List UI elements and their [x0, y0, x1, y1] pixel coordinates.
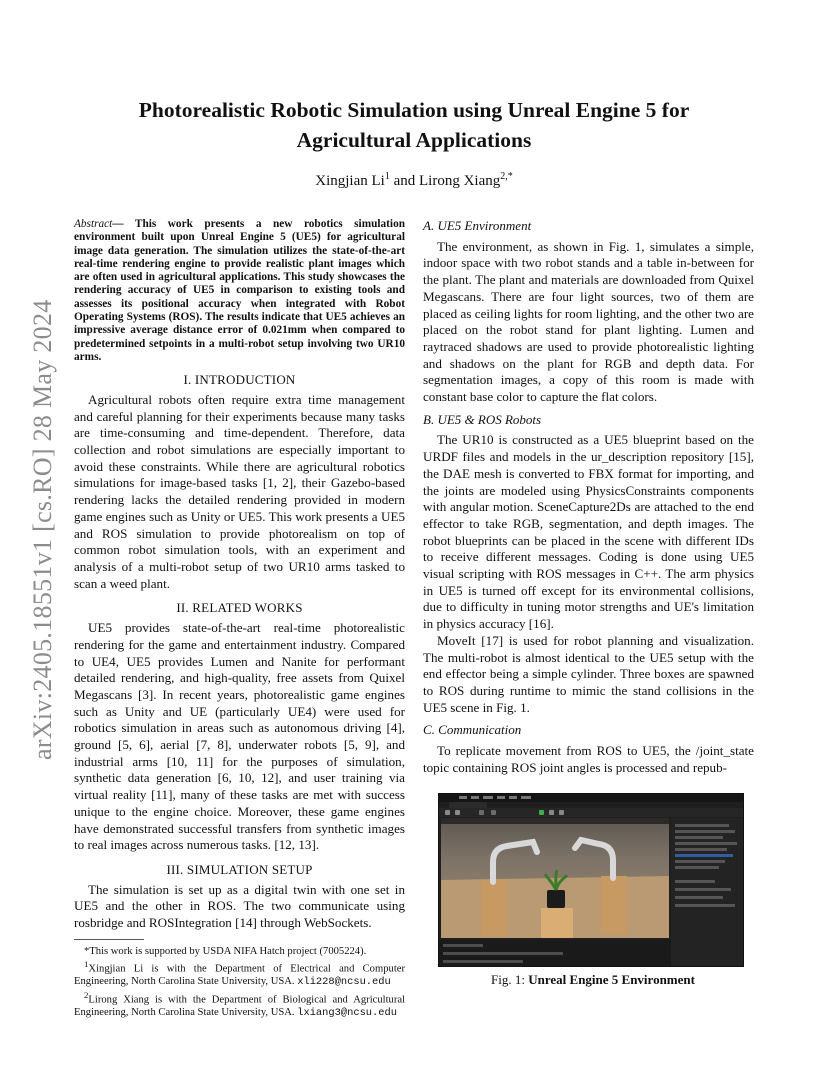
- editor-viewport[interactable]: [441, 818, 669, 938]
- save-icon: [445, 810, 450, 815]
- abstract-text: This work presents a new robotics simulation environment built upon Unreal Engine 5 (UE5) for agricultural image data generation. The simulation utilizes the state-of-the-art real-time rendering engine to provide realistic plant images which are often used in agricultural applications. This study showcases the rendering accuracy of UE5 in comparison to existing tools and assesses its positional accuracy when integrated with Robot Operating Systems (ROS). The results indicate that UE5 achieves an impressive average distance error of 0.021mm when compared to predetermined setpoints in a multi-robot setup involving two UR10 arms.: [74, 218, 406, 363]
- editor-menu-item: [509, 796, 517, 799]
- outliner-row[interactable]: [675, 842, 737, 845]
- figure-caption-label: Fig. 1:: [491, 972, 529, 987]
- editor-menu-item: [471, 796, 479, 799]
- content-drawer-row[interactable]: [443, 960, 523, 963]
- details-row[interactable]: [675, 880, 715, 883]
- communication-paragraph: To replicate movement from ROS to UE5, the /joint_state topic containing ROS joint angles is processed and repub-: [423, 743, 754, 775]
- footnote-2-email[interactable]: lxiang3@ncsu.edu: [297, 1007, 397, 1020]
- subsection-heading-ue5-environment: A. UE5 Environment: [423, 218, 532, 233]
- subsection-heading-ue5-ros-robots: B. UE5 & ROS Robots: [423, 411, 542, 427]
- details-row[interactable]: [675, 904, 735, 907]
- footnote-1-marker: 1: [84, 959, 89, 970]
- mode-icon: [455, 810, 460, 815]
- abstract-label: Abstract: [74, 218, 113, 230]
- related-works-paragraph: UE5 provides state-of-the-art real-time photorealistic rendering for the game and entertainment industry. Compared to UE4, UE5 provides Lumen and Nanite for performant detailed rendering, and high-quality, free assets from Quixel Megascans [3]. In recent years, photorealistic game engines such as Unity and UE (particularly UE4) were used for robotics simulation in areas such as autonomous driving [4], ground [5, 6], aerial [7, 8], underwater robots [5, 9], and industrial arms [10, 11] for the purposes of simulation, synthetic data generation [6, 10, 12], and user training via virtual reality [11], many of these tasks are met with success unique to the engine choice. Moreover, these game engines have demonstrated successful transfers from synthetic images to real images across numerous tasks. [12, 13].: [74, 620, 405, 853]
- outliner-row[interactable]: [675, 824, 729, 827]
- author-2: Lirong Xiang: [419, 173, 501, 189]
- details-row[interactable]: [675, 896, 723, 899]
- content-icon: [479, 810, 484, 815]
- footnote-1-text: Xingjian Li is with the Department of Electrical and Computer Engineering, North Carolina State University, USA.: [74, 963, 405, 988]
- back-wall: [441, 818, 669, 880]
- figure-caption-text: Unreal Engine 5 Environment: [528, 972, 695, 987]
- outliner-row-selected[interactable]: [675, 854, 733, 857]
- details-row[interactable]: [675, 888, 731, 891]
- editor-toolbar: [439, 808, 743, 817]
- author-2-affiliation: 2,*: [500, 171, 513, 182]
- author-1-affiliation: 1: [384, 171, 390, 182]
- author-1: Xingjian Li: [315, 173, 385, 189]
- editor-menu-item: [459, 796, 467, 799]
- robot-stand-left: [481, 880, 507, 936]
- plant-table: [541, 908, 573, 938]
- simulation-setup-paragraph: The simulation is set up as a digital twin with one set in UE5 and the other in ROS. The two communicate using rosbridge and ROSIntegration [14] through WebSockets.: [74, 881, 405, 931]
- subsection-heading-communication: C. Communication: [423, 722, 522, 738]
- footnote-author-2: [74, 989, 405, 1020]
- outliner-row[interactable]: [675, 836, 723, 839]
- authors: [60, 171, 768, 190]
- stop-icon: [559, 810, 564, 815]
- section-heading-related-works: II. RELATED WORKS: [176, 600, 303, 616]
- figure-caption: [423, 972, 763, 988]
- editor-menu-item: [497, 796, 505, 799]
- author-conjunction: and: [389, 173, 419, 189]
- footnotes: [74, 946, 405, 1020]
- abstract-dash: —: [112, 218, 135, 230]
- editor-menu-item: [521, 796, 531, 799]
- paper-title: [60, 95, 768, 155]
- right-column: [423, 218, 754, 777]
- arxiv-identifier: arXiv:2405.18551v1 [cs.RO] 28 May 2024: [28, 299, 57, 760]
- outliner-row[interactable]: [675, 848, 727, 851]
- footnote-2-text: Lirong Xiang is with the Department of Biological and Agricultural Engineering, North Carolina State University, USA.: [74, 994, 405, 1019]
- robot-stand-right: [601, 876, 627, 934]
- footnote-divider: [74, 939, 144, 940]
- ue5-ros-robots-paragraph-2: MoveIt [17] is used for robot planning and visualization. The multi-robot is almost identical to the UE5 setup with the end effector being a simple cylinder. Three boxes are spawned to ROS during runtime to mimic the stand collisions in the UE5 scene in Fig. 1.: [423, 632, 754, 715]
- content-drawer-row[interactable]: [443, 952, 563, 955]
- content-drawer-row[interactable]: [443, 944, 483, 947]
- outliner-row[interactable]: [675, 866, 719, 869]
- title-line-2: Agricultural Applications: [296, 128, 532, 152]
- plant-pot: [547, 890, 565, 908]
- figure-ue5-editor-screenshot: [438, 793, 744, 967]
- footnote-2-marker: 2: [84, 990, 89, 1001]
- play-icon: [539, 810, 544, 815]
- left-column: [74, 218, 405, 1020]
- footnote-1-email[interactable]: xli228@ncsu.edu: [297, 976, 391, 989]
- ue5-environment-paragraph: The environment, as shown in Fig. 1, simulates a simple, indoor space with two robot stands and a table in-between for the plant. The plant and materials are downloaded from Quixel Megascans. There are four light sources, two of them are placed as ceiling lights for room lighting, and the other two are placed on the robot stand for plant lighting. Lumen and raytraced shadows are used to provide photorealistic lighting and shadows on the plant for RGB and depth data. For segmentation images, a copy of this room is made with constant base color to capture the flat colors.: [423, 238, 754, 405]
- title-line-1: Photorealistic Robotic Simulation using Unreal Engine 5 for: [138, 98, 690, 122]
- ue5-ros-robots-paragraph-1: The UR10 is constructed as a UE5 blueprint based on the URDF files and models in the ur_description repository [15], the DAE mesh is converted to FBX format for importing, and the joints are modeled using PhysicsConstraints components with angular motion. SceneCapture2Ds are attached to the end effector to take RGB, segmentation, and depth images. The robot blueprints can be placed in the scene with different IDs to receive different messages. Coding is done using UE5 visual scripting with ROS messages in C++. The arm physics in UE5 is turned off except for its environmental collisions, due to difficulty in tuning motor strengths and UE's limitation in physics accuracy [16].: [423, 432, 754, 632]
- world-outliner-panel: [671, 818, 743, 966]
- introduction-paragraph: Agricultural robots often require extra time management and careful planning for their experiments because many tasks are time-consuming and time-dependent. Therefore, data collection and robot simulations are especially important to avoid these constraints. While there are agricultural robotics simulations for image-based tasks [1, 2], their Gazebo-based rendering lacks the detailed rendering provided in modern game engines such as Unity or UE5. This work presents a UE5 and ROS simulation to provide photorealism on top of common robot simulation tools, with an experiment and analysis of a multi-robot setup of two UR10 arms tasked to scan a weed plant.: [74, 391, 405, 591]
- editor-menu-item: [483, 796, 493, 799]
- outliner-row[interactable]: [675, 860, 725, 863]
- viewport-toolbar: [441, 818, 669, 824]
- section-heading-introduction: I. INTRODUCTION: [183, 372, 296, 388]
- blueprint-icon: [491, 810, 496, 815]
- footnote-author-1: [74, 958, 405, 989]
- outliner-row[interactable]: [675, 830, 735, 833]
- viewport-scene: [441, 818, 669, 938]
- footnote-funding: *This work is supported by USDA NIFA Hatch project (7005224).: [84, 945, 367, 957]
- abstract: [74, 218, 405, 364]
- section-heading-simulation-setup: III. SIMULATION SETUP: [166, 861, 313, 877]
- pause-icon: [549, 810, 554, 815]
